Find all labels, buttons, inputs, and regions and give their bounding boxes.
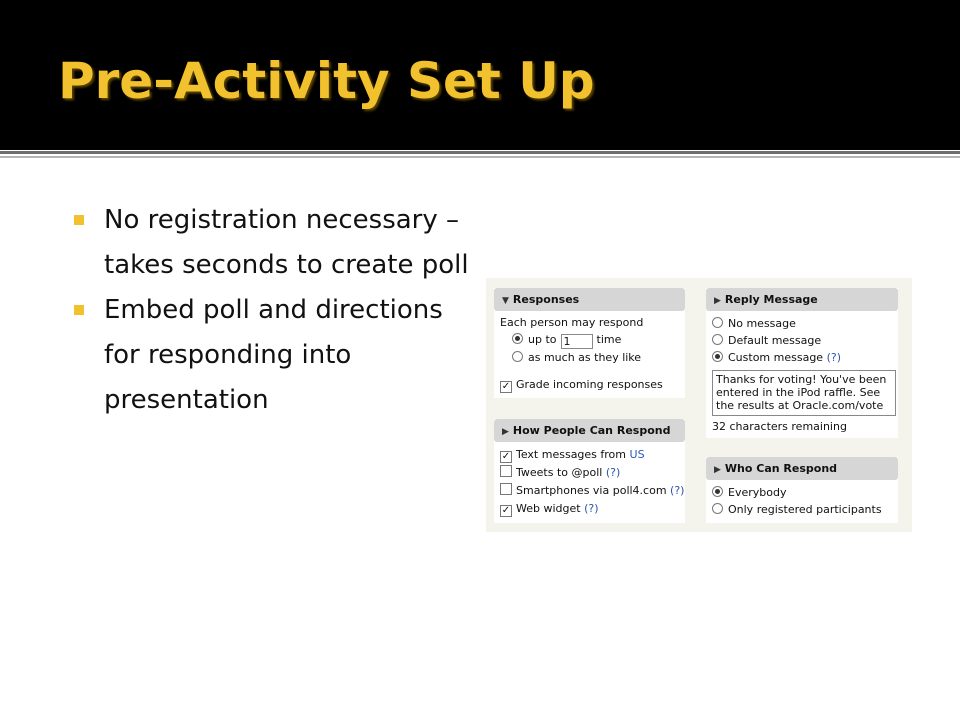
radio-default-message[interactable] — [712, 334, 723, 345]
check-icon[interactable]: ✓ — [501, 505, 511, 516]
title-divider-dark — [0, 151, 960, 154]
reply-message-header[interactable]: ▶ Reply Message — [706, 288, 898, 311]
default-message-option[interactable]: Default message — [712, 333, 821, 349]
who-respond-section — [706, 457, 898, 523]
radio-up-to[interactable] — [512, 333, 523, 344]
radio-registered[interactable] — [712, 503, 723, 514]
responses-label: Each person may respond — [500, 316, 644, 329]
poll-settings-screenshot — [486, 278, 912, 532]
check-icon[interactable]: ✓ — [501, 381, 511, 392]
smartphones-option[interactable]: Smartphones via poll4.com (?) — [500, 483, 684, 499]
responses-section — [494, 288, 685, 398]
bullet-square-icon — [74, 215, 84, 225]
text-messages-option[interactable]: ✓ Text messages from US — [501, 448, 645, 462]
how-respond-section — [494, 419, 685, 523]
grade-responses[interactable]: ✓ Grade incoming responses — [501, 378, 663, 392]
custom-message-textarea[interactable]: Thanks for voting! You've been entered in the iPod raffle. See the results at Oracle.com/vote — [712, 370, 896, 416]
checkbox-empty[interactable] — [500, 465, 512, 477]
help-icon[interactable]: (?) — [670, 484, 685, 497]
reply-message-section — [706, 288, 898, 438]
triangle-right-icon: ▶ — [714, 465, 721, 475]
checkbox-empty[interactable] — [500, 483, 512, 495]
radio-custom-message[interactable] — [712, 351, 723, 362]
web-widget-option[interactable]: ✓ Web widget (?) — [501, 502, 599, 516]
who-respond-header[interactable]: ▶ Who Can Respond — [706, 457, 898, 480]
title-divider-light — [0, 156, 960, 158]
country-link[interactable]: US — [629, 448, 645, 461]
custom-message-option[interactable]: Custom message (?) — [712, 350, 841, 366]
times-input[interactable]: 1 — [561, 334, 593, 349]
registered-option[interactable]: Only registered participants — [712, 502, 882, 518]
option-up-to[interactable]: up to 1 time — [512, 332, 621, 348]
option-unlimited[interactable]: as much as they like — [512, 350, 641, 366]
triangle-down-icon: ▼ — [502, 296, 509, 306]
bullet-list — [70, 198, 470, 423]
triangle-right-icon: ▶ — [714, 296, 721, 306]
everybody-option[interactable]: Everybody — [712, 485, 786, 501]
bullet-text: Embed poll and directions for responding into presentation — [104, 295, 443, 415]
triangle-right-icon: ▶ — [502, 427, 509, 437]
title-bar — [0, 0, 960, 150]
radio-everybody[interactable] — [712, 486, 723, 497]
help-icon[interactable]: (?) — [826, 351, 841, 364]
characters-remaining: 32 characters remaining — [712, 420, 847, 433]
bullet-square-icon — [74, 305, 84, 315]
no-message-option[interactable]: No message — [712, 316, 796, 332]
slide-title: Pre-Activity Set Up — [58, 52, 595, 110]
radio-unlimited[interactable] — [512, 351, 523, 362]
check-icon[interactable]: ✓ — [501, 451, 511, 462]
tweets-option[interactable]: Tweets to @poll (?) — [500, 465, 620, 481]
help-icon[interactable]: (?) — [605, 466, 621, 479]
help-icon[interactable]: (?) — [584, 502, 599, 515]
radio-no-message[interactable] — [712, 317, 723, 328]
bullet-item — [70, 198, 470, 288]
bullet-text: No registration necessary – takes seconds to create poll — [104, 205, 469, 280]
responses-header[interactable]: ▼ Responses — [494, 288, 685, 311]
how-respond-header[interactable]: ▶ How People Can Respond — [494, 419, 685, 442]
bullet-item — [70, 288, 470, 423]
